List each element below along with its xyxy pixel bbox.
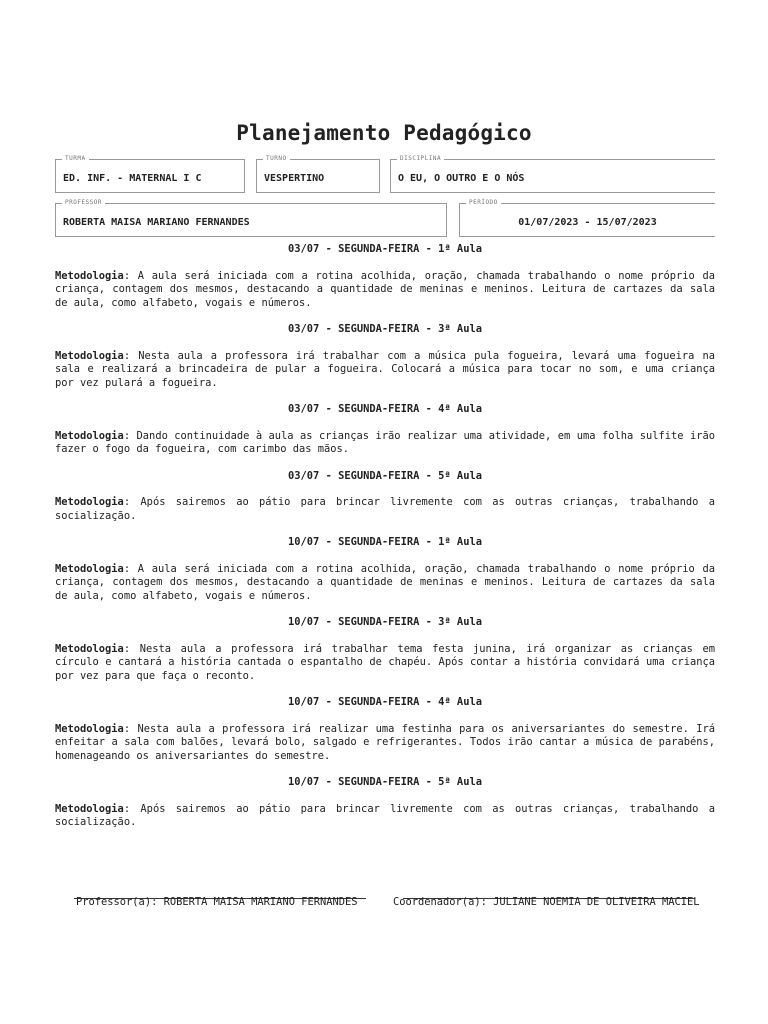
lesson-text: : Após sairemos ao pátio para brincar livremente com as outras crianças, trabalhando a socialização.: [55, 802, 715, 828]
lesson-heading: 03/07 - SEGUNDA-FEIRA - 4ª Aula: [288, 403, 482, 415]
professor-label: PROFESSOR: [62, 199, 105, 207]
lesson-text: : Nesta aula a professora irá trabalhar com a música pula fogueira, levará uma fogueira na sala e realizará a brincadeira de pular a fogueira. Colocará a música para tocar no som, e uma criança por vez pulará a fogueira.: [55, 349, 715, 389]
periodo-field: [459, 199, 715, 237]
lesson-text: : A aula será iniciada com a rotina acolhida, oração, chamada trabalhando o nome próprio da criança, contagem dos mesmos, destacando a quantidade de meninas e meninos. Leitura de cartazes da sala de aula, como alfabeto, vogais e números.: [55, 562, 715, 602]
turno-label: TURNO: [263, 155, 290, 163]
periodo-label: PERÍODO: [466, 199, 501, 207]
disciplina-field: [390, 155, 715, 193]
turma-label: TURMA: [62, 155, 89, 163]
lesson-description: [55, 270, 715, 311]
professor-signature: Professor(a): ROBERTA MAISA MARIANO FERNANDES: [76, 896, 358, 908]
method-label: Metodologia: [55, 429, 124, 442]
method-label: Metodologia: [55, 349, 124, 362]
lesson-text: : A aula será iniciada com a rotina acolhida, oração, chamada trabalhando o nome próprio da criança, contagem dos mesmos, destacando a quantidade de meninas e meninos. Leitura de cartazes da sala de aula, como alfabeto, vogais e números.: [55, 269, 715, 309]
disciplina-label: DISCIPLINA: [397, 155, 444, 163]
periodo-value: 01/07/2023 - 15/07/2023: [518, 217, 657, 228]
lesson-text: : Dando continuidade à aula as crianças irão realizar uma atividade, em uma folha sulfite irão fazer o fogo da fogueira, com carimbo das mãos.: [55, 429, 715, 455]
coordinator-signature: Coordenador(a): JULIANE NOEMIA DE OLIVEIRA MACIEL: [393, 896, 700, 908]
lesson-description: [55, 350, 715, 391]
method-label: Metodologia: [55, 496, 124, 508]
lesson-description: [55, 563, 715, 604]
method-label: Metodologia: [55, 562, 124, 575]
lesson-description: [55, 723, 715, 764]
lesson-heading: 03/07 - SEGUNDA-FEIRA - 1ª Aula: [288, 243, 482, 255]
method-label: Metodologia: [55, 642, 124, 655]
lesson-plan-content: [55, 243, 715, 843]
lesson-heading: 03/07 - SEGUNDA-FEIRA - 5ª Aula: [288, 469, 482, 482]
method-label: Metodologia: [55, 722, 124, 735]
lesson-description: [55, 643, 715, 684]
lesson-description: [55, 496, 715, 523]
professor-field: [55, 199, 447, 237]
professor-value: ROBERTA MAISA MARIANO FERNANDES: [63, 217, 250, 228]
turma-value: ED. INF. - MATERNAL I C: [63, 173, 202, 184]
lesson-heading: 03/07 - SEGUNDA-FEIRA - 3ª Aula: [288, 323, 482, 335]
method-label: Metodologia: [55, 269, 124, 282]
method-label: Metodologia: [55, 802, 124, 815]
lesson-text: : Nesta aula a professora irá realizar uma festinha para os aniversariantes do semestre. Irá enfeitar a sala com balões, levará bolo, salgado e refrigerantes. Todos irão cantar a música de parabéns, homenageando os aniversariantes do semestre.: [55, 722, 715, 762]
turma-field: [55, 155, 245, 193]
lesson-text: : Após sairemos ao pátio para brincar livremente com as outras crianças, trabalhando a socialização.: [55, 496, 715, 522]
lesson-description: [55, 430, 715, 457]
disciplina-value: O EU, O OUTRO E O NÓS: [398, 173, 525, 184]
turno-field: [256, 155, 380, 193]
lesson-description: [55, 803, 715, 830]
lesson-heading: 10/07 - SEGUNDA-FEIRA - 3ª Aula: [288, 616, 482, 628]
lesson-text: : Nesta aula a professora irá trabalhar tema festa junina, irá organizar as crianças em círculo e cantará a história cantada o espantalho de chapéu. Após contar a história convidará uma criança por vez para que faça o reconto.: [55, 642, 715, 682]
turno-value: VESPERTINO: [264, 173, 325, 184]
page-title: Planejamento Pedagógico: [236, 121, 532, 145]
lesson-heading: 10/07 - SEGUNDA-FEIRA - 4ª Aula: [288, 696, 482, 708]
lesson-heading: 10/07 - SEGUNDA-FEIRA - 5ª Aula: [288, 776, 482, 788]
lesson-heading: 10/07 - SEGUNDA-FEIRA - 1ª Aula: [288, 536, 482, 548]
